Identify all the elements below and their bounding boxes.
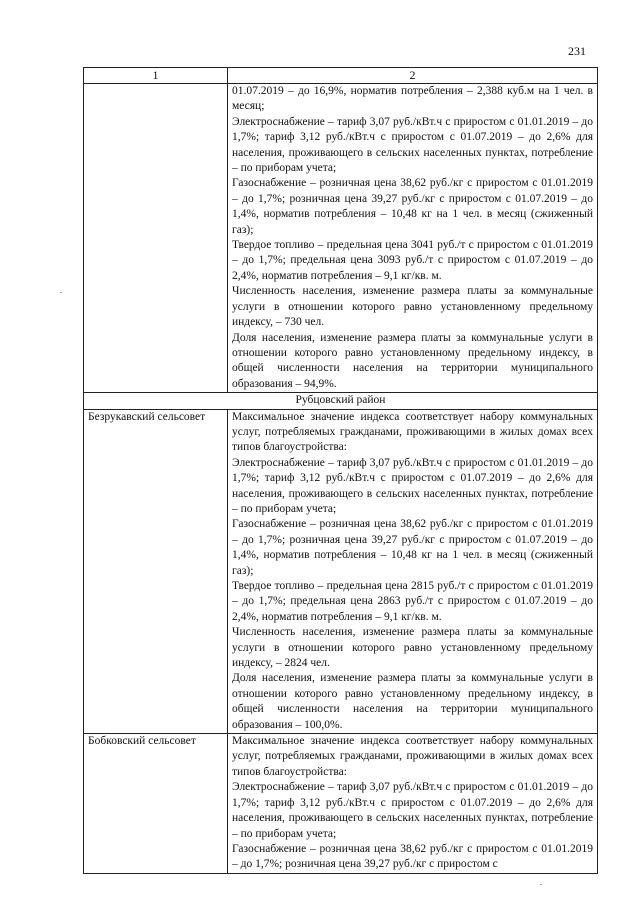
paragraph: Твердое топливо – предельная цена 2815 руб./т с приростом с 01.01.2019 – до 1,7%; предельная цена 2863 руб./т с приростом с 01.07.2019 – до 2,4%, норматив потребления – 9,1 кг/кв. м. <box>232 580 593 623</box>
description-cell <box>228 409 598 734</box>
paragraph: Максимальное значение индекса соответствует набору коммунальных услуг, потребляемых гражданами, проживающими в жилых домах всех типов благоустройства: <box>232 410 593 454</box>
paragraph: 01.07.2019 – до 16,9%, норматив потребления – 2,388 куб.м на 1 чел. в месяц; <box>232 85 593 113</box>
municipality-cell <box>84 84 228 393</box>
document-table <box>83 67 598 874</box>
paragraph: Газоснабжение – розничная цена 38,62 руб./кг с приростом с 01.01.2019 – до 1,7%; розничная цена 39,27 руб./кг с приростом с 01.07.2019 – до 1,4%, норматив потребления – 10,48 кг на 1 чел. в месяц (сжиженный газ); <box>232 518 593 577</box>
municipality-cell: Безрукавский сельсовет <box>84 409 228 734</box>
paragraph: Численность населения, изменение размера платы за коммунальные услуги в отношении которого равно установленному предельному индексу, – 730 чел. <box>232 285 593 329</box>
paragraph: Электроснабжение – тариф 3,07 руб./кВт.ч с приростом с 01.01.2019 – до 1,7%; тариф 3,12 руб./кВт.ч с приростом с 01.07.2019 – до 2,6% для населения, проживающего в сельских населенных пунктах, потребление – по приборам учета; <box>232 781 593 840</box>
paragraph: Доля населения, изменение размера платы за коммунальные услуги в отношении которого равно установленному предельному индексу, в общей численности населения на территории муниципального образования – 100,0%. <box>232 672 593 731</box>
paragraph: Доля населения, изменение размера платы за коммунальные услуги в отношении которого равно установленному предельному индексу, в общей численности населения на территории муниципального образования – 94,9%. <box>232 331 593 390</box>
table-header-row <box>84 68 598 84</box>
column-header-1: 1 <box>84 68 228 84</box>
paragraph: Твердое топливо – предельная цена 3041 руб./т с приростом с 01.01.2019 – до 1,7%; предельная цена 3093 руб./т с приростом с 01.07.2019 – до 2,4%, норматив потребления – 9,1 кг/кв. м. <box>232 239 593 282</box>
scan-speck <box>540 884 542 885</box>
scan-speck <box>60 292 62 293</box>
page-number: 231 <box>568 44 586 58</box>
table-row-continuation <box>84 84 598 393</box>
paragraph: Газоснабжение – розничная цена 38,62 руб./кг с приростом с 01.01.2019 – до 1,7%; розничная цена 39,27 руб./кг с приростом с 01.07.2019 – до 1,4%, норматив потребления – 10,48 кг на 1 чел. в месяц (сжиженный газ); <box>232 177 593 236</box>
description-cell <box>228 84 598 393</box>
municipality-cell: Бобковский сельсовет <box>84 734 228 874</box>
paragraph: Электроснабжение – тариф 3,07 руб./кВт.ч с приростом с 01.01.2019 – до 1,7%; тариф 3,12 руб./кВт.ч с приростом с 01.07.2019 – до 2,6% для населения, проживающего в сельских населенных пунктах, потребление – по приборам учета; <box>232 456 593 515</box>
column-header-2: 2 <box>228 68 598 84</box>
paragraph: Газоснабжение – розничная цена 38,62 руб./кг с приростом с 01.01.2019 – до 1,7%; розничная цена 39,27 руб./кг с приростом с <box>232 842 593 871</box>
paragraph: Электроснабжение – тариф 3,07 руб./кВт.ч с приростом с 01.01.2019 – до 1,7%; тариф 3,12 руб./кВт.ч с приростом с 01.07.2019 – до 2,6% для населения, проживающего в сельских населенных пунктах, потребление – по приборам учета; <box>232 115 593 175</box>
description-cell <box>228 734 598 874</box>
table-row <box>84 734 598 874</box>
paragraph: Численность населения, изменение размера платы за коммунальные услуги в отношении которого равно установленному предельному индексу, – 2824 чел. <box>232 626 593 670</box>
table-row <box>84 409 598 734</box>
section-title: Рубцовский район <box>84 393 598 409</box>
paragraph: Максимальное значение индекса соответствует набору коммунальных услуг, потребляемых гражданами, проживающими в жилых домах всех типов благоустройства: <box>232 735 593 778</box>
section-row <box>84 393 598 409</box>
